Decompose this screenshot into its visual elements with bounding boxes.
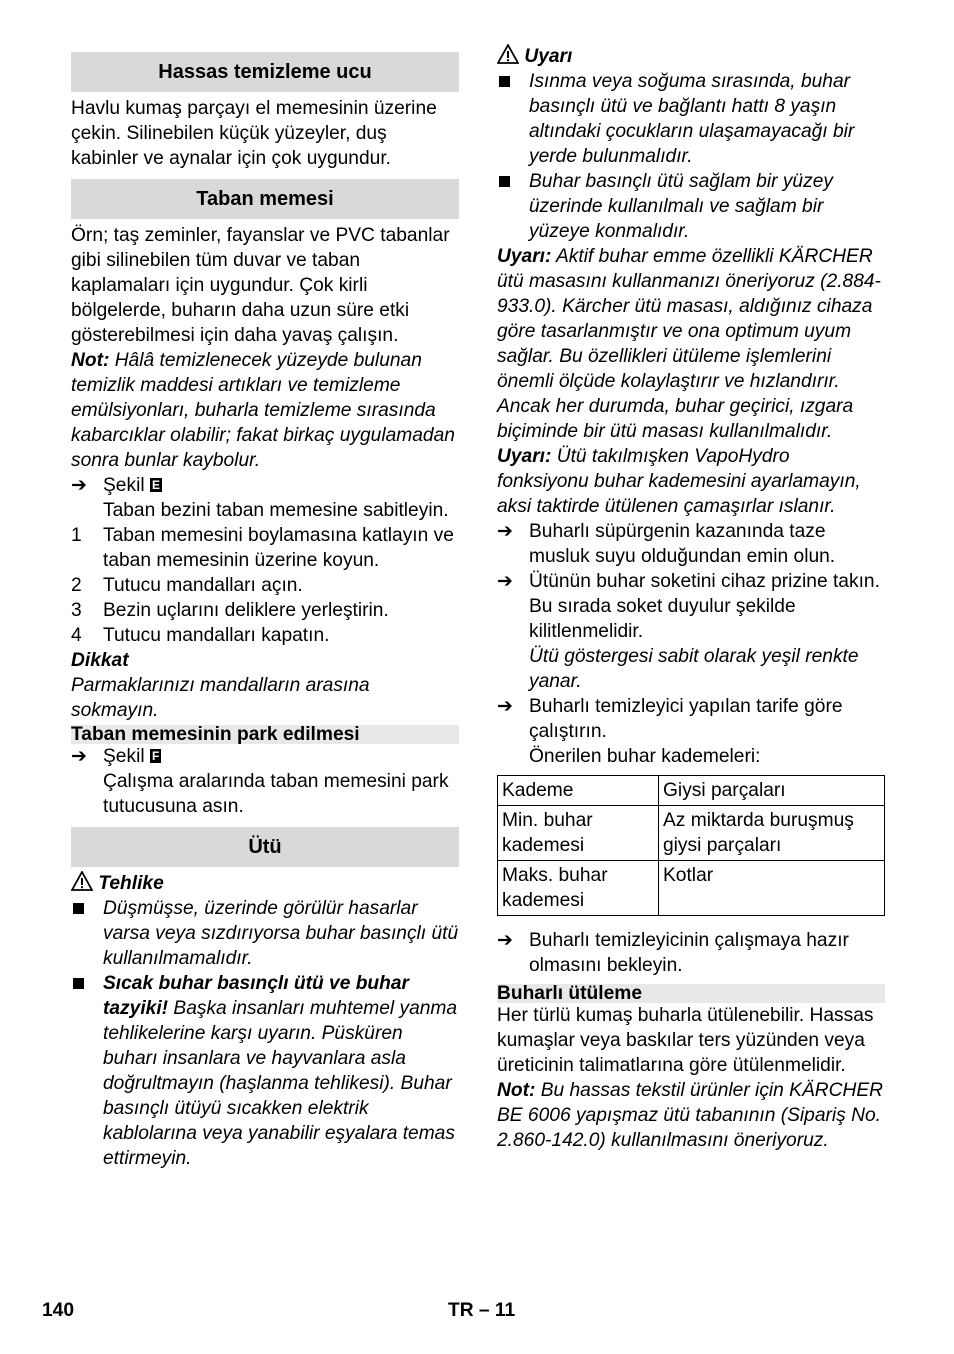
bullet-text bbox=[103, 971, 459, 1171]
figure-label: Şekil bbox=[103, 475, 145, 496]
section-heading-iron: Ütü bbox=[71, 827, 459, 867]
list-item bbox=[71, 623, 459, 648]
instruction-text: Buharlı temizleyici yapılan tarife göre çalıştırın. bbox=[529, 696, 843, 742]
figure-text: Taban bezini taban memesine sabitleyin. bbox=[103, 500, 449, 521]
arrow-right-icon: ➔ bbox=[71, 475, 87, 496]
table-row bbox=[498, 861, 885, 916]
arrow-right-icon: ➔ bbox=[497, 696, 513, 717]
list-item bbox=[71, 598, 459, 623]
instruction-text: Buharlı temizleyicinin çalışmaya hazır olmasını bekleyin. bbox=[529, 930, 849, 976]
paragraph: Örn; taş zeminler, fayanslar ve PVC tabanlar gibi silinebilen tüm duvar ve taban kaplamaları için uygundur. Çok kirli bölgelerde, buharın daha uzun süre etki gösterebilmesi için daha yavaş çalışın. bbox=[71, 225, 450, 346]
subheading-steam-ironing: Buharlı ütüleme bbox=[497, 984, 885, 1003]
list-item bbox=[497, 69, 885, 169]
danger-title-line bbox=[71, 871, 459, 896]
note-iron-sole bbox=[497, 1078, 885, 1153]
bullet-text: Düşmüşse, üzerinde görülür hasarlar varsa veya sızdırıyorsa buhar basınçlı ütü kullanılmamalıdır. bbox=[103, 898, 459, 969]
note-text: Hâlâ temizlenecek yüzeyde bulunan temizlik maddesi artıkları ve temizleme emülsiyonları, buharla temizleme sırasında kabarcıklar olabilir; fakat birkaç uygulamadan sonra bunlar kaybolur. bbox=[71, 350, 455, 471]
figure-label: Şekil bbox=[103, 746, 145, 767]
arrow-right-icon: ➔ bbox=[71, 746, 87, 767]
danger-title: Tehlike bbox=[98, 873, 164, 894]
right-column bbox=[497, 44, 885, 1153]
section-heading-floor-nozzle: Taban memesi bbox=[71, 179, 459, 219]
table-cell: Az miktarda buruşmuş giysi parçaları bbox=[659, 806, 885, 861]
note-text: Bu hassas tekstil ürünler için KÄRCHER BE 6006 yapışmaz ütü tabanının (Sipariş No. 2.860-142.0) kullanılmasını öneriyoruz. bbox=[497, 1080, 883, 1151]
page-section-label: TR – 11 bbox=[448, 1300, 516, 1321]
step-number: 3 bbox=[71, 600, 82, 621]
instruction-item bbox=[497, 928, 885, 978]
table-header-cell: Kademe bbox=[498, 776, 659, 806]
section-heading-precision-nozzle: Hassas temizleme ucu bbox=[71, 52, 459, 92]
note-ironing-table bbox=[497, 244, 885, 444]
instruction-item bbox=[497, 569, 885, 644]
caution-text: Parmaklarınızı mandalların arasına sokmayın. bbox=[71, 675, 370, 721]
note-text: Ütü takılmışken VapoHydro fonksiyonu buhar kademesini ayarlamayın, aksi taktirde ütülenen çamaşırlar ıslanır. bbox=[497, 446, 861, 517]
bullet-text: Isınma veya soğuma sırasında, buhar basınçlı ütü ve bağlantı hattı 8 yaşın altındaki çocukların ulaşamayacağı bir yerde bulunmalıdır. bbox=[529, 71, 855, 167]
bullet-text: Buhar basınçlı ütü sağlam bir yüzey üzerinde kullanılmalı ve sağlam bir yüzeye konmalıdır. bbox=[529, 171, 833, 242]
warning-triangle-icon bbox=[497, 44, 519, 64]
instruction-text: Buharlı süpürgenin kazanında taze musluk suyu olduğundan emin olun. bbox=[529, 521, 836, 567]
paragraph: Havlu kumaş parçayı el memesinin üzerine çekin. Silinebilen küçük yüzeyler, duş kabinler ve aynalar için çok uygundur. bbox=[71, 98, 437, 169]
figure-ref-e bbox=[71, 473, 459, 523]
note-label: Not: bbox=[71, 350, 110, 371]
bullet-rest: Başka insanları muhtemel yanma tehlikelerine karşı uyarın. Püsküren buharı insanlara ve hayvanlara asla doğrultmayın (haşlanma tehlikesi). Buhar basınçlı ütüyü sıcakken elektrik kablolarına veya yanabilir eşyalara temas ettirmeyin. bbox=[103, 998, 458, 1169]
note-label: Uyarı: bbox=[497, 246, 552, 267]
step-text: Taban memesini boylamasına katlayın ve taban memesinin üzerine koyun. bbox=[103, 525, 454, 571]
step-number: 2 bbox=[71, 575, 82, 596]
table-cell: Min. buhar kademesi bbox=[498, 806, 659, 861]
warning-title-line bbox=[497, 44, 885, 69]
warning-title: Uyarı bbox=[524, 46, 573, 67]
bullet-square-icon bbox=[499, 176, 510, 187]
paragraph: Her türlü kumaş buharla ütülenebilir. Hassas kumaşlar veya baskılar ters yüzünden veya üreticinin talimatlarına göre ütülenmelidir. bbox=[497, 1005, 874, 1076]
instruction-result: Ütü göstergesi sabit olarak yeşil renkte yanar. bbox=[529, 646, 859, 692]
figure-letter-badge: E bbox=[151, 478, 160, 492]
instruction-text: Ütünün buhar soketini cihaz prizine takın. Bu sırada soket duyulur şekilde kilitlenmelidir. bbox=[529, 571, 880, 642]
left-column bbox=[71, 44, 459, 1171]
figure-ref-f bbox=[71, 744, 459, 819]
note-label: Not: bbox=[497, 1080, 536, 1101]
step-number: 1 bbox=[71, 525, 82, 546]
step-number: 4 bbox=[71, 625, 82, 646]
bullet-square-icon bbox=[73, 903, 84, 914]
arrow-right-icon: ➔ bbox=[497, 521, 513, 542]
note-label: Uyarı: bbox=[497, 446, 552, 467]
figure-text: Çalışma aralarında taban memesini park tutucusuna asın. bbox=[103, 771, 449, 817]
warning-triangle-icon bbox=[71, 871, 93, 891]
arrow-right-icon: ➔ bbox=[497, 930, 513, 951]
note bbox=[71, 348, 459, 473]
list-item bbox=[497, 169, 885, 244]
page-number: 140 bbox=[42, 1300, 75, 1321]
table-row bbox=[498, 806, 885, 861]
subheading-parking: Taban memesinin park edilmesi bbox=[71, 725, 459, 744]
step-text: Tutucu mandalları kapatın. bbox=[103, 625, 330, 646]
table-header-row bbox=[498, 776, 885, 806]
bullet-bold: Sıcak buhar basınçlı ütü ve buhar tazyiki! bbox=[103, 973, 410, 1019]
list-item bbox=[71, 573, 459, 598]
note-text: Aktif buhar emme özellikli KÄRCHER ütü masasını kullanmanızı öneriyoruz (2.884-933.0). Kärcher ütü masası, aldığınız cihaza göre tasarlanmıştır ve ona optimum uyum sağlar. Bu özellikleri ütüleme işlemlerini önemli ölçüde kolaylaştırır ve hızlandırır. Ancak her durumda, buhar geçirici, ızgara biçiminde bir ütü masası kullanılmalıdır. bbox=[497, 246, 881, 442]
table-header-cell: Giysi parçaları bbox=[659, 776, 885, 806]
figure-letter-badge: F bbox=[151, 749, 160, 763]
step-text: Bezin uçlarını deliklere yerleştirin. bbox=[103, 600, 389, 621]
instruction-item bbox=[497, 694, 885, 744]
note-vapohydro bbox=[497, 444, 885, 519]
list-item bbox=[71, 896, 459, 971]
bullet-square-icon bbox=[73, 978, 84, 989]
caution-title: Dikkat bbox=[71, 650, 129, 671]
instruction-subtext: Önerilen buhar kademeleri: bbox=[529, 746, 761, 767]
arrow-right-icon: ➔ bbox=[497, 571, 513, 592]
instruction-item bbox=[497, 519, 885, 569]
table-cell: Kotlar bbox=[659, 861, 885, 916]
list-item bbox=[71, 523, 459, 573]
steam-level-table bbox=[497, 775, 885, 916]
list-item bbox=[71, 971, 459, 1171]
table-cell: Maks. buhar kademesi bbox=[498, 861, 659, 916]
step-text: Tutucu mandalları açın. bbox=[103, 575, 303, 596]
bullet-square-icon bbox=[499, 76, 510, 87]
